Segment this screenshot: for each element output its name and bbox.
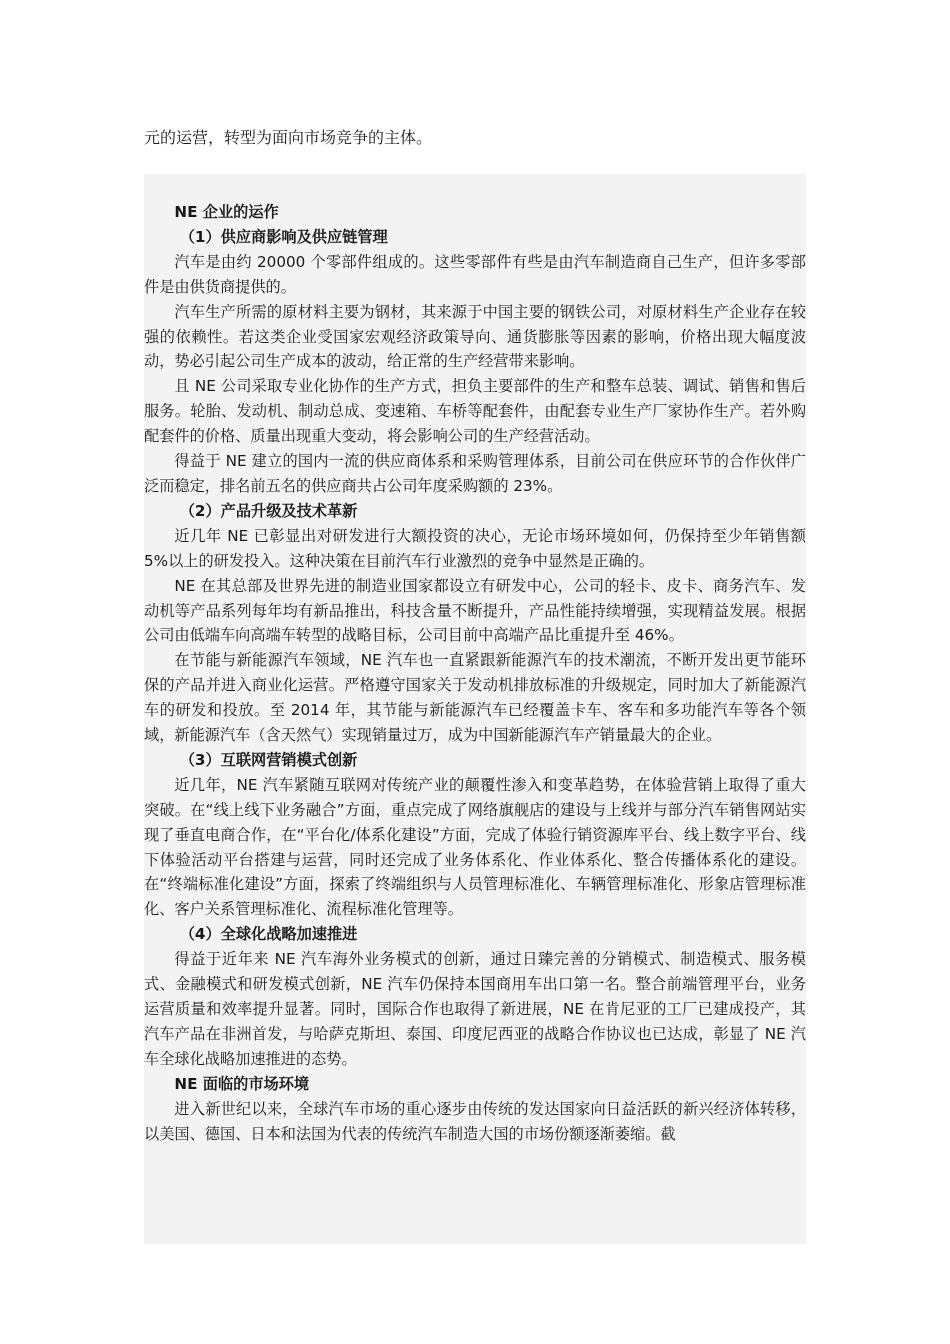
paragraph: 得益于 NE 建立的国内一流的供应商体系和采购管理体系，目前公司在供应环节的合作伙伴广泛而稳定，排名前五名的供应商共占公司年度采购额的 23%。 bbox=[144, 452, 806, 495]
case-study-box bbox=[144, 174, 806, 1244]
paragraph: 近几年，NE 汽车紧随互联网对传统产业的颠覆性渗入和变革趋势，在体验营销上取得了重大突破。在“线上线下业务融合”方面，重点完成了网络旗舰店的建设与上线并与部分汽车销售网站实现了垂直电商合作，在“平台化/体系化建设”方面，完成了体验行销资源库平台、线上数字平台、线下体验活动平台搭建与运营，同时还完成了业务体系化、作业体系化、整合传播体系化的建设。在“终端标准化建设”方面，探索了终端组织与人员管理标准化、车辆管理标准化、形象店管理标准化、客户关系管理标准化、流程标准化管理等。 bbox=[144, 775, 806, 919]
case-study-content bbox=[144, 200, 806, 1146]
paragraph: 汽车生产所需的原材料主要为钢材，其来源于中国主要的钢铁公司，对原材料生产企业存在较强的依赖性。若这类企业受国家宏观经济政策导向、通货膨胀等因素的影响，价格出现大幅度波动，势必引起公司生产成本的波动，给正常的生产经营带来影响。 bbox=[144, 302, 806, 371]
paragraph: 近几年 NE 已彰显出对研发进行大额投资的决心，无论市场环境如何，仍保持至少年销售额 5%以上的研发投入。这种决策在目前汽车行业激烈的竞争中显然是正确的。 bbox=[144, 526, 806, 570]
paragraph: 在节能与新能源汽车领域，NE 汽车也一直紧跟新能源汽车的技术潮流，不断开发出更节能环保的产品并进入商业化运营。严格遵守国家关于发动机排放标准的升级规定，同时加大了新能源汽车的研发和投放。至 2014 年，其节能与新能源汽车已经覆盖卡车、客车和多功能汽车等各个领域，新能源汽车（含天然气）实现销量过万，成为中国新能源汽车产销量最大的企业。 bbox=[144, 651, 806, 745]
paragraph: 汽车是由约 20000 个零部件组成的。这些零部件有些是由汽车制造商自己生产，但许多零部件是由供货商提供的。 bbox=[144, 252, 806, 296]
paragraph: 且 NE 公司采取专业化协作的生产方式，担负主要部件的生产和整车总装、调试、销售和售后服务。轮胎、发动机、制动总成、变速箱、车桥等配套件，由配套专业生产厂家协作生产。若外购配套件的价格、质量出现重大变动，将会影响公司的生产经营活动。 bbox=[144, 377, 806, 446]
section-heading-globalization: （4）全球化战略加速推进 bbox=[179, 925, 358, 944]
paragraph: NE 在其总部及世界先进的制造业国家都设立有研发中心，公司的轻卡、皮卡、商务汽车、发动机等产品系列每年均有新品推出，科技含量不断提升，产品性能持续增强，实现精益发展。根据公司由低端车向高端车转型的战略目标，公司目前中高端产品比重提升至 46%。 bbox=[144, 576, 806, 645]
paragraph: 进入新世纪以来，全球汽车市场的重心逐步由传统的发达国家向日益活跃的新兴经济体转移，以美国、德国、日本和法国为代表的传统汽车制造大国的市场份额逐渐萎缩。截 bbox=[144, 1099, 806, 1143]
section-heading-supply-chain: （1）供应商影响及供应链管理 bbox=[179, 227, 388, 246]
market-environment-title: NE 面临的市场环境 bbox=[174, 1074, 310, 1093]
section-heading-product-upgrade: （2）产品升级及技术革新 bbox=[179, 501, 358, 520]
paragraph: 得益于近年来 NE 汽车海外业务模式的创新，通过日臻完善的分销模式、制造模式、服务模式、金融模式和研发模式创新，NE 汽车仍保持本国商用车出口第一名。整合前端管理平台，业务运营质量和效率提升显著。同时，国际合作也取得了新进展，NE 在肯尼亚的工厂已建成投产，其汽车产品在非洲首发，与哈萨克斯坦、泰国、印度尼西亚的战略合作协议也已达成，彰显了 NE 汽车全球化战略加速推进的态势。 bbox=[144, 950, 806, 1068]
section-heading-internet-marketing: （3）互联网营销模式创新 bbox=[179, 750, 358, 769]
intro-text: 元的运营，转型为面向市场竞争的主体。 bbox=[144, 128, 433, 147]
case-title: NE 企业的运作 bbox=[174, 203, 279, 221]
